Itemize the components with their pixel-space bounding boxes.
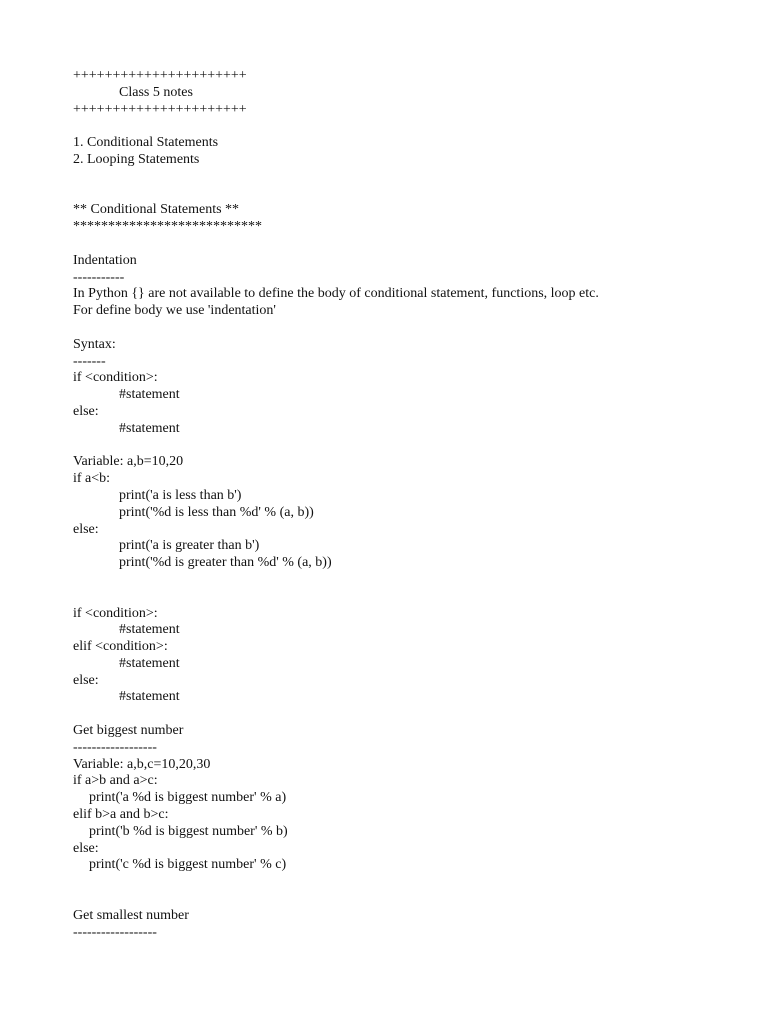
section-heading: ** Conditional Statements **: [73, 202, 240, 218]
code-line: print('a is less than b'): [119, 487, 242, 503]
blank-line: [73, 874, 713, 891]
smallest-underline: ------------------: [73, 924, 157, 940]
syntax-underline: -------: [73, 353, 106, 369]
paragraph-line: In Python {} are not available to define the body of conditional statement, functions, loop etc.: [73, 286, 599, 302]
blank-line: [73, 118, 713, 135]
code-line: else:: [73, 672, 99, 688]
code-line: print('%d is greater than %d' % (a, b)): [119, 555, 332, 571]
blank-line: [73, 706, 713, 723]
blank-line: [73, 320, 713, 337]
code-line: elif b>a and b>c:: [73, 807, 169, 823]
code-line: #statement: [119, 420, 180, 436]
syntax-heading: Syntax:: [73, 336, 116, 352]
paragraph-line: For define body we use 'indentation': [73, 303, 276, 319]
code-line: print('a %d is biggest number' % a): [89, 790, 287, 806]
page-title: Class 5 notes: [119, 84, 193, 100]
code-line: Variable: a,b=10,20: [73, 454, 184, 470]
header-rule-bottom: ++++++++++++++++++++++: [73, 101, 247, 117]
code-line: #statement: [119, 655, 180, 671]
toc-item: 2. Looping Statements: [73, 151, 200, 167]
code-line: print('c %d is biggest number' % c): [89, 857, 287, 873]
section-underline: ***************************: [73, 219, 262, 235]
document-body: [73, 68, 713, 941]
blank-line: [73, 236, 713, 253]
code-line: Variable: a,b,c=10,20,30: [73, 756, 211, 772]
biggest-underline: ------------------: [73, 739, 157, 755]
code-line: else:: [73, 403, 99, 419]
code-line: elif <condition>:: [73, 639, 168, 655]
blank-line: [73, 169, 713, 186]
code-line: else:: [73, 521, 99, 537]
code-line: #statement: [119, 622, 180, 638]
header-rule-top: ++++++++++++++++++++++: [73, 68, 247, 83]
toc-item: 1. Conditional Statements: [73, 135, 219, 151]
indentation-underline: -----------: [73, 269, 125, 285]
blank-line: [73, 438, 713, 455]
blank-line: [73, 891, 713, 908]
code-line: #statement: [119, 387, 180, 403]
blank-line: [73, 572, 713, 589]
code-line: #statement: [119, 689, 180, 705]
code-line: if a>b and a>c:: [73, 773, 158, 789]
code-line: print('a is greater than b'): [119, 538, 260, 554]
smallest-heading: Get smallest number: [73, 907, 189, 923]
code-line: if <condition>:: [73, 370, 158, 386]
code-line: print('b %d is biggest number' % b): [89, 823, 288, 839]
indentation-heading: Indentation: [73, 252, 137, 268]
code-line: print('%d is less than %d' % (a, b)): [119, 504, 314, 520]
code-line: if <condition>:: [73, 605, 158, 621]
blank-line: [73, 589, 713, 606]
code-line: if a<b:: [73, 471, 111, 487]
code-line: else:: [73, 840, 99, 856]
biggest-heading: Get biggest number: [73, 723, 184, 739]
blank-line: [73, 186, 713, 203]
